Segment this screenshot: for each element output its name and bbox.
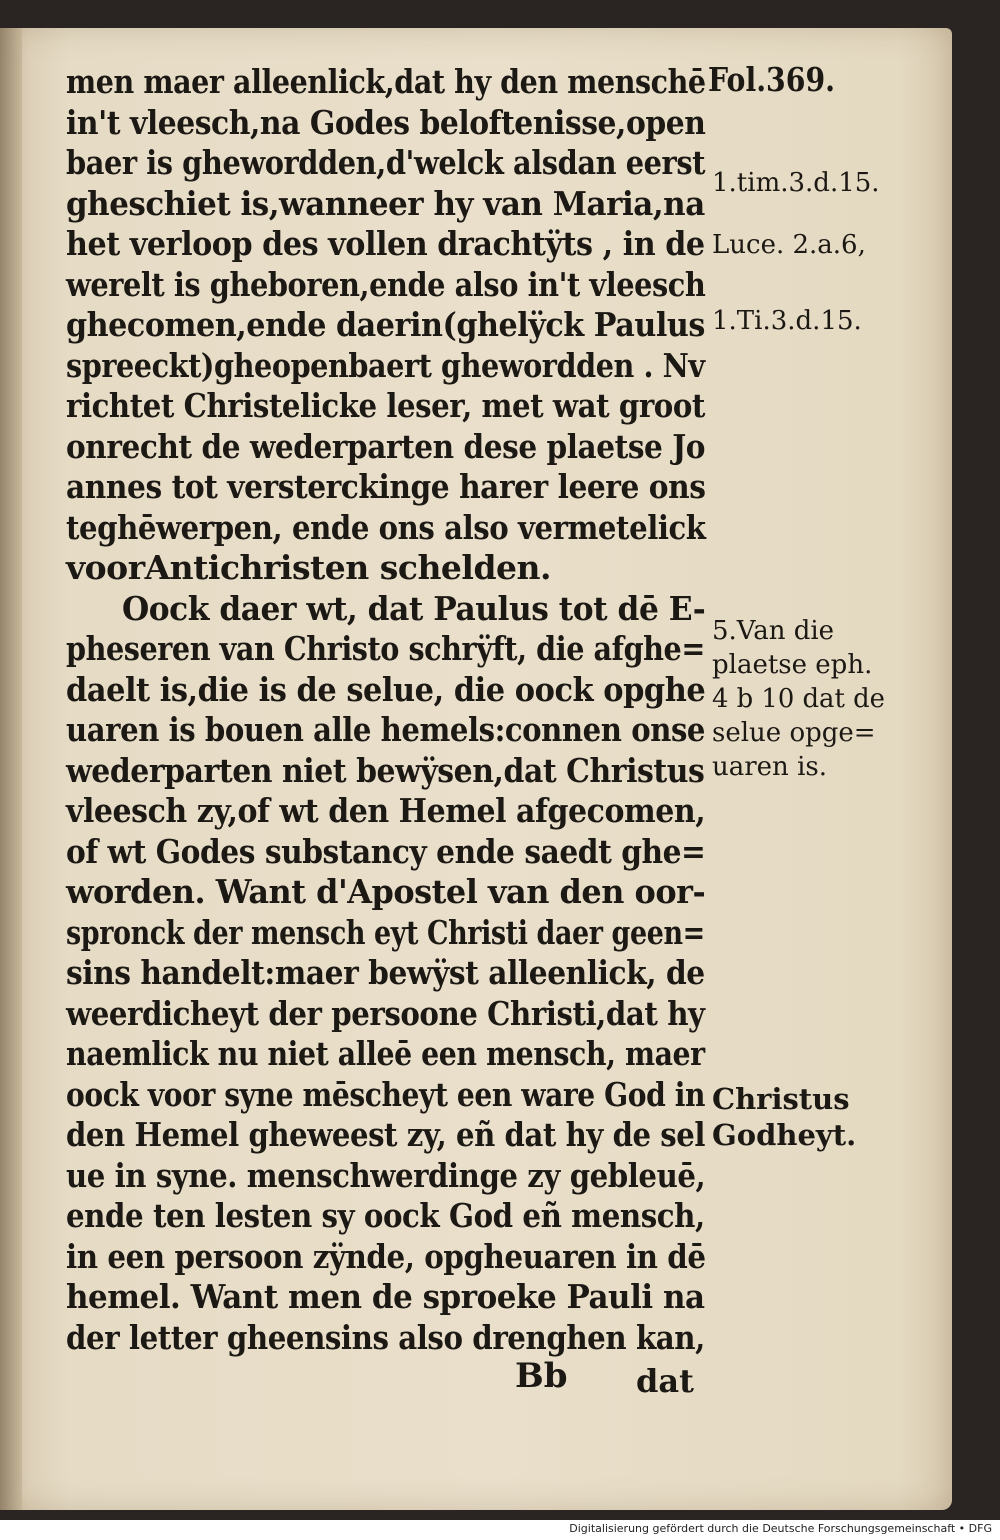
text-line: naemlick nu niet alleē een mensch, maer [66,1034,705,1073]
text-line: Oock daer wt, dat Paulus tot dē E- [122,589,706,628]
text-line: of wt Godes substancy ende saedt ghe= [66,832,706,871]
text-line: gheschiet is,wanneer hy van Maria,na [66,184,705,223]
catchword: dat [636,1362,694,1400]
text-line: vleesch zy,of wt den Hemel afgecomen, [66,791,706,830]
text-line: daelt is,die is de selue, die oock opghe [66,670,706,709]
folio-number: Fol.369. [708,60,836,99]
text-line: het verloop des vollen drachtÿts , in de [66,224,705,263]
margin-note-4-line: uaren is. [712,752,827,782]
text-line: der letter gheensins also drenghen kan, [66,1318,705,1357]
margin-note-4-line: selue opge= [712,718,876,748]
text-line: oock voor syne mēscheyt een ware God in [66,1075,706,1114]
text-line: wederparten niet bewÿsen,dat Christus [66,751,705,790]
text-line: uaren is bouen alle hemels:connen onse [66,710,706,749]
margin-note-4-line: plaetse eph. [712,650,873,680]
text-line: hemel. Want men de sproeke Pauli na [66,1277,705,1316]
text-line: weerdicheyt der persoone Christi,dat hy [66,994,705,1033]
text-line: pheseren van Christo schrÿft, die afghe= [66,629,705,668]
margin-note-2: Luce. 2.a.6, [712,230,866,260]
text-line: spreeckt)gheopenbaert ghewordden . Nv [66,346,705,385]
text-line: annes tot versterckinge harer leere ons [66,467,706,506]
signature-mark: Bb [515,1356,568,1396]
margin-note-4-line: 4 b 10 dat de [712,684,885,714]
text-line: den Hemel gheweest zy, eñ dat hy de sel [66,1115,706,1154]
text-line: spronck der mensch eyt Christi daer geen= [66,913,705,952]
text-line: baer is ghewordden,d'welck alsdan eerst [66,143,706,182]
margin-note-1: 1.tim.3.d.15. [712,168,880,198]
margin-note-5-line: Godheyt. [712,1118,857,1152]
text-line: ende ten lesten sy oock God eñ mensch, [66,1196,705,1235]
margin-note-3: 1.Ti.3.d.15. [712,306,862,336]
text-line: ue in syne. menschwerdinge zy gebleuē, [66,1156,706,1195]
text-line: richtet Christelicke leser, met wat groot [66,386,705,425]
text-line: men maer alleenlick,dat hy den menschē [66,62,706,101]
text-line: sins handelt:maer bewÿst alleenlick, de [66,953,705,992]
text-line: ghecomen,ende daerin(ghelÿck Paulus [66,305,705,344]
margin-note-5-line: Christus [712,1082,850,1116]
text-line: werelt is gheboren,ende also in't vleesch [66,265,706,304]
text-line: worden. Want d'Apostel van den oor- [66,872,706,911]
text-line: teghēwerpen, ende ons also vermetelick [66,508,706,547]
dfg-credit: Digitalisierung gefördert durch die Deutsche Forschungsgemeinschaft • DFG [569,1522,992,1535]
page-gutter [0,28,22,1510]
text-line: in't vleesch,na Godes beloftenisse,open [66,103,706,142]
text-line: voorAntichristen schelden. [66,548,552,587]
text-line: in een persoon zÿnde, opgheuaren in dē [66,1237,706,1276]
text-line: onrecht de wederparten dese plaetse Jo [66,427,706,466]
margin-note-4-line: 5.Van die [712,616,835,646]
